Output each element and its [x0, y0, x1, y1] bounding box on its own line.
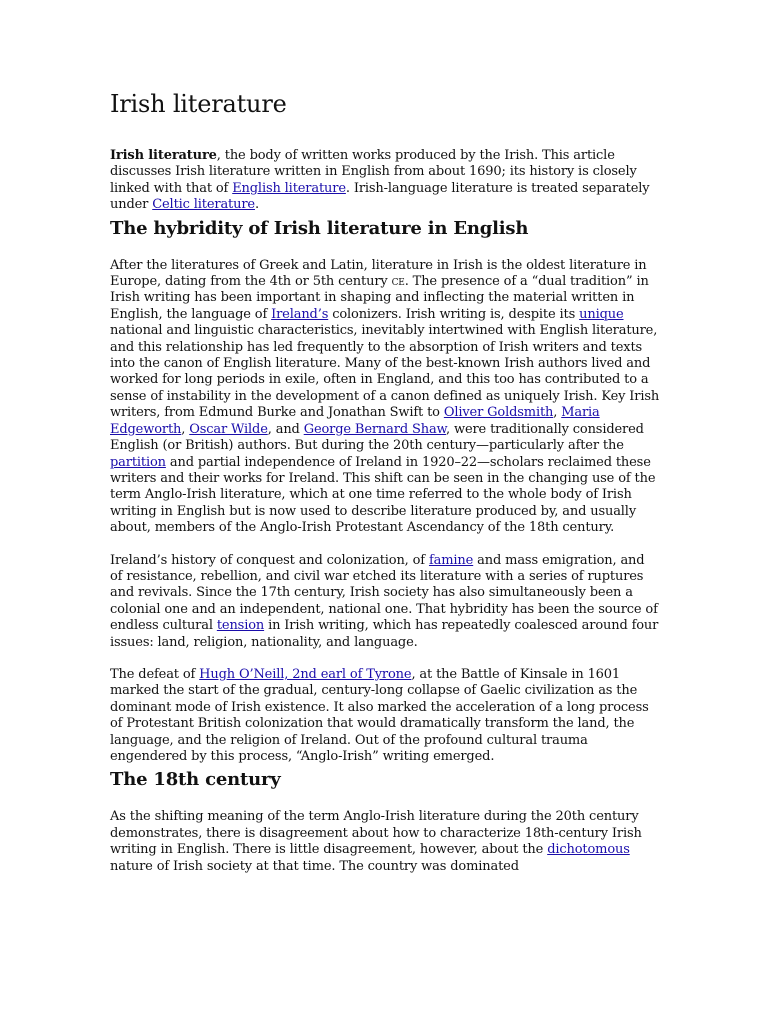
- link-maria-edgeworth[interactable]: Maria Edgeworth: [110, 405, 600, 437]
- section-heading-hybridity: The hybridity of Irish literature in English: [110, 217, 529, 239]
- link-english-literature[interactable]: English literature: [232, 180, 346, 196]
- link-partition[interactable]: partition: [110, 454, 166, 470]
- hybridity-paragraph-3: The defeat of Hugh O’Neill, 2nd earl of Tyrone, at the Battle of Kinsale in 1601 marked the start of the gradual, century-long collapse of Gaelic civilization as the dominant mode of Irish existence. It also marked the acceleration of a long process of Protestant British colonization that would dramatically transform the land, the language, and the religion of Ireland. Out of the profound cultural trauma engendered by this process, “Anglo-Irish” writing emerged.: [110, 666, 649, 764]
- link-dichotomous[interactable]: dichotomous: [547, 842, 630, 858]
- link-oscar-wilde[interactable]: Oscar Wilde: [189, 421, 268, 437]
- era-abbreviation: ce: [391, 274, 405, 290]
- page-title: Irish literature: [110, 90, 287, 118]
- link-hugh-oneill[interactable]: Hugh O’Neill, 2nd earl of Tyrone: [199, 666, 412, 682]
- section-heading-18th-century: The 18th century: [110, 769, 281, 791]
- article: [110, 86, 660, 875]
- intro-lead-term: Irish literature: [110, 148, 217, 163]
- hybridity-paragraph-2: Ireland’s history of conquest and colonization, of famine and mass emigration, and of resistance, rebellion, and civil war etched its literature with a series of ruptures and revivals. Since the 17th century, Irish society has also simultaneously been a colonial one and an independent, national one. That hybridity has been the source of endless cultural tension in Irish writing, which has repeatedly coalesced around four issues: land, religion, nationality, and language.: [110, 552, 659, 650]
- link-george-bernard-shaw[interactable]: George Bernard Shaw: [303, 421, 446, 437]
- link-famine[interactable]: famine: [428, 552, 474, 568]
- intro-paragraph: Irish literature, the body of written works produced by the Irish. This article discusses Irish literature written in English from about 1690; its history is closely linked with that of English literature. Irish-language literature is treated separately under Celtic literature.: [110, 148, 650, 213]
- link-celtic-literature[interactable]: Celtic literature: [152, 197, 255, 213]
- hybridity-paragraph-1: After the literatures of Greek and Latin, literature in Irish is the oldest literature in Europe, dating from the 4th or 5th century ce. The presence of a “dual tradition” in Irish writing has been important in shaping and inflecting the material written in English, the language of Ireland’s colonizers. Irish writing is, despite its unique national and linguistic characteristics, inevitably intertwined with English literature, and this relationship has led frequently to the absorption of Irish writers and texts into the canon of English literature. Many of the best-known Irish authors lived and worked for long periods in exile, often in England, and this too has contributed to a sense of instability in the development of a canon defined as uniquely Irish. Key Irish writers, from Edmund Burke and Jonathan Swift to Oliver Goldsmith, Maria Edgeworth, Oscar Wilde, and George Bernard Shaw, were traditionally considered English (or British) authors. But during the 20th century—particularly after the partition and partial independence of Ireland in 1920–22—scholars reclaimed these writers and their works for Ireland. This shift can be seen in the changing use of the term Anglo-Irish literature, which at one time referred to the whole body of Irish writing in English but is now used to describe literature produced by, and usually about, members of the Anglo-Irish Protestant Ascendancy of the 18th century.: [110, 257, 660, 536]
- link-unique[interactable]: unique: [579, 306, 624, 322]
- link-irelands[interactable]: Ireland’s: [271, 306, 329, 322]
- link-oliver-goldsmith[interactable]: Oliver Goldsmith: [443, 405, 554, 421]
- eighteenth-century-paragraph-1: As the shifting meaning of the term Anglo-Irish literature during the 20th century demonstrates, there is disagreement about how to characterize 18th-century Irish writing in English. There is little disagreement, however, about the dichotomous nature of Irish society at that time. The country was dominated: [110, 809, 642, 874]
- link-tension[interactable]: tension: [216, 618, 265, 634]
